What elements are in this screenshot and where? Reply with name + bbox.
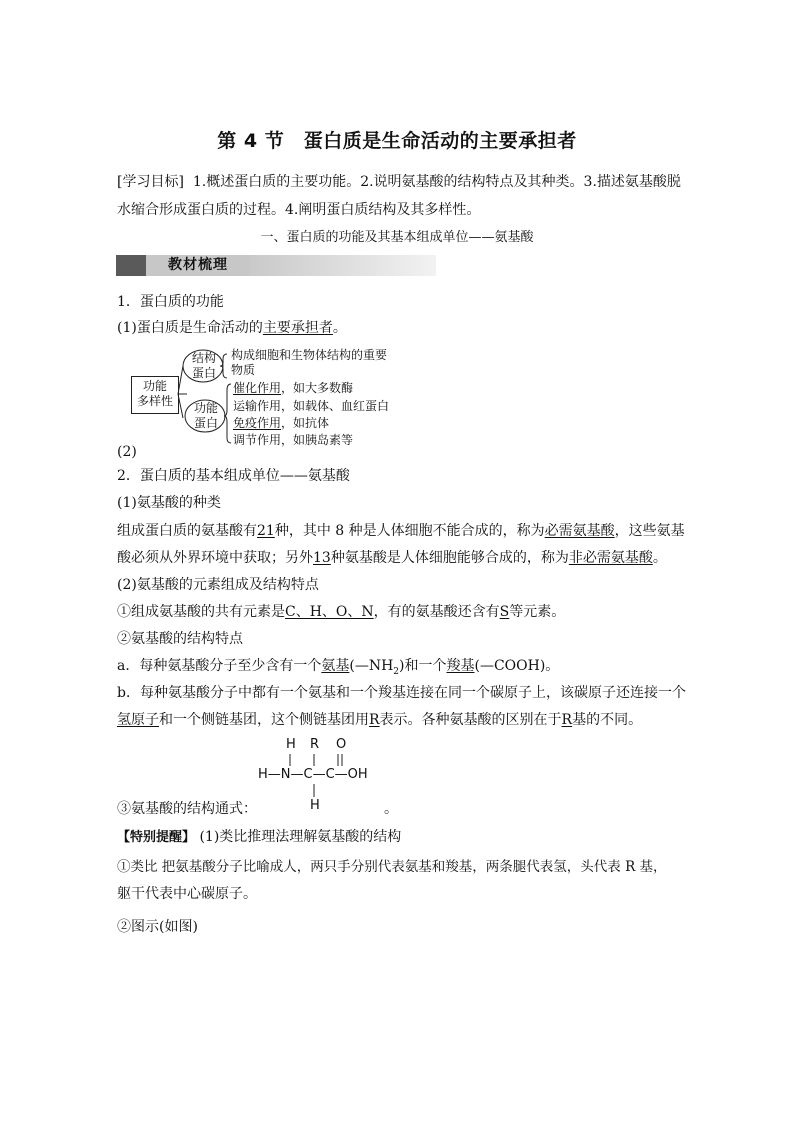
- section-bar-label: 教材梳理: [146, 255, 250, 276]
- diagram-func-item-2: 运输作用，如载体、血红蛋白: [233, 399, 390, 413]
- tip-tag: 【特别提醒】: [117, 830, 196, 845]
- diagram-struct-desc: 构成细胞和生物体结构的重要 物质: [231, 348, 388, 377]
- tip-line3: ②图示(如图): [117, 919, 198, 935]
- diagram-root-box: 功能 多样性: [131, 376, 179, 414]
- s2-structure-heading: ②氨基酸的结构特点: [117, 631, 243, 647]
- s1-item2-label: (2): [117, 444, 137, 460]
- s2-sub1: (1)氨基酸的种类: [117, 495, 221, 511]
- s2-para1-line2: 酸必须从外界环境中获取；另外13种氨基酸是人体细胞能够合成的，称为非必需氨基酸。: [117, 550, 667, 566]
- s2-point-b-line2: 氢原子和一个侧链基团，这个侧链基团用R表示。各种氨基酸的区别在于R基的不同。: [117, 712, 643, 728]
- amino-acid-formula: [258, 737, 388, 815]
- function-diagram: [117, 346, 417, 446]
- diagram-func-oval: 功能 蛋白: [193, 401, 218, 430]
- objectives-line1: [学习目标] 1.概述蛋白质的主要功能。2.说明氨基酸的结构特点及其种类。3.描述氨基酸脱: [117, 174, 681, 190]
- diagram-func-item-4: 调节作用，如胰岛素等: [233, 433, 354, 447]
- objectives-line2: 水缩合形成蛋白质的过程。4.阐明蛋白质结构及其多样性。: [117, 202, 481, 218]
- s1-heading: 1．蛋白质的功能: [117, 294, 224, 310]
- formula-r-top: R: [310, 737, 320, 752]
- diagram-func-item-1: 催化作用，如大多数酶: [233, 381, 354, 395]
- tip-title-line: 【特别提醒】 (1)类比推理法理解氨基酸的结构: [117, 829, 402, 845]
- page-title: 第 4 节 蛋白质是生命活动的主要承担者: [217, 130, 577, 152]
- formula-main: H—N—C—C—OH: [258, 767, 368, 782]
- s2-point-a: a．每种氨基酸分子至少含有一个氨基$(—NH_2)$和一个羧基(—COOH)。: [117, 658, 560, 677]
- formula-h-bottom: H: [310, 798, 320, 813]
- s1-item1: (1)蛋白质是生命活动的主要承担者。: [117, 320, 347, 336]
- s2-elements: ①组成氨基酸的共有元素是C、H、O、N，有的氨基酸还含有S等元素。: [117, 604, 566, 620]
- s2-para1-line1: 组成蛋白质的氨基酸有21种，其中 8 种是人体细胞不能合成的，称为必需氨基酸，这些氨基: [117, 523, 685, 539]
- objectives-tag: [学习目标]: [117, 174, 184, 190]
- section-bar: [116, 255, 436, 276]
- section-heading: 一、蛋白质的功能及其基本组成单位——氨基酸: [260, 230, 534, 245]
- diagram-func-item-3: 免疫作用，如抗体: [233, 416, 330, 430]
- tip-line1: ①类比 把氨基酸分子比喻成人，两只手分别代表氨基和羧基，两条腿代表氢，头代表 R 基，: [117, 859, 667, 875]
- s2-point-b-line1: b．每种氨基酸分子中都有一个氨基和一个羧基连接在同一个碳原子上，该碳原子还连接一个: [117, 685, 686, 701]
- formula-h-top: H: [286, 737, 296, 752]
- s2-general-formula-end: 。: [384, 801, 398, 817]
- diagram-struct-oval: 结构 蛋白: [191, 351, 216, 380]
- tip-line2: 躯干代表中心碳原子。: [117, 886, 257, 902]
- s2-heading: 2．蛋白质的基本组成单位——氨基酸: [117, 468, 350, 484]
- s2-general-formula-label: ③氨基酸的结构通式：: [117, 801, 257, 817]
- formula-o-top: O: [336, 737, 347, 752]
- s2-sub2: (2)氨基酸的元素组成及结构特点: [117, 577, 319, 593]
